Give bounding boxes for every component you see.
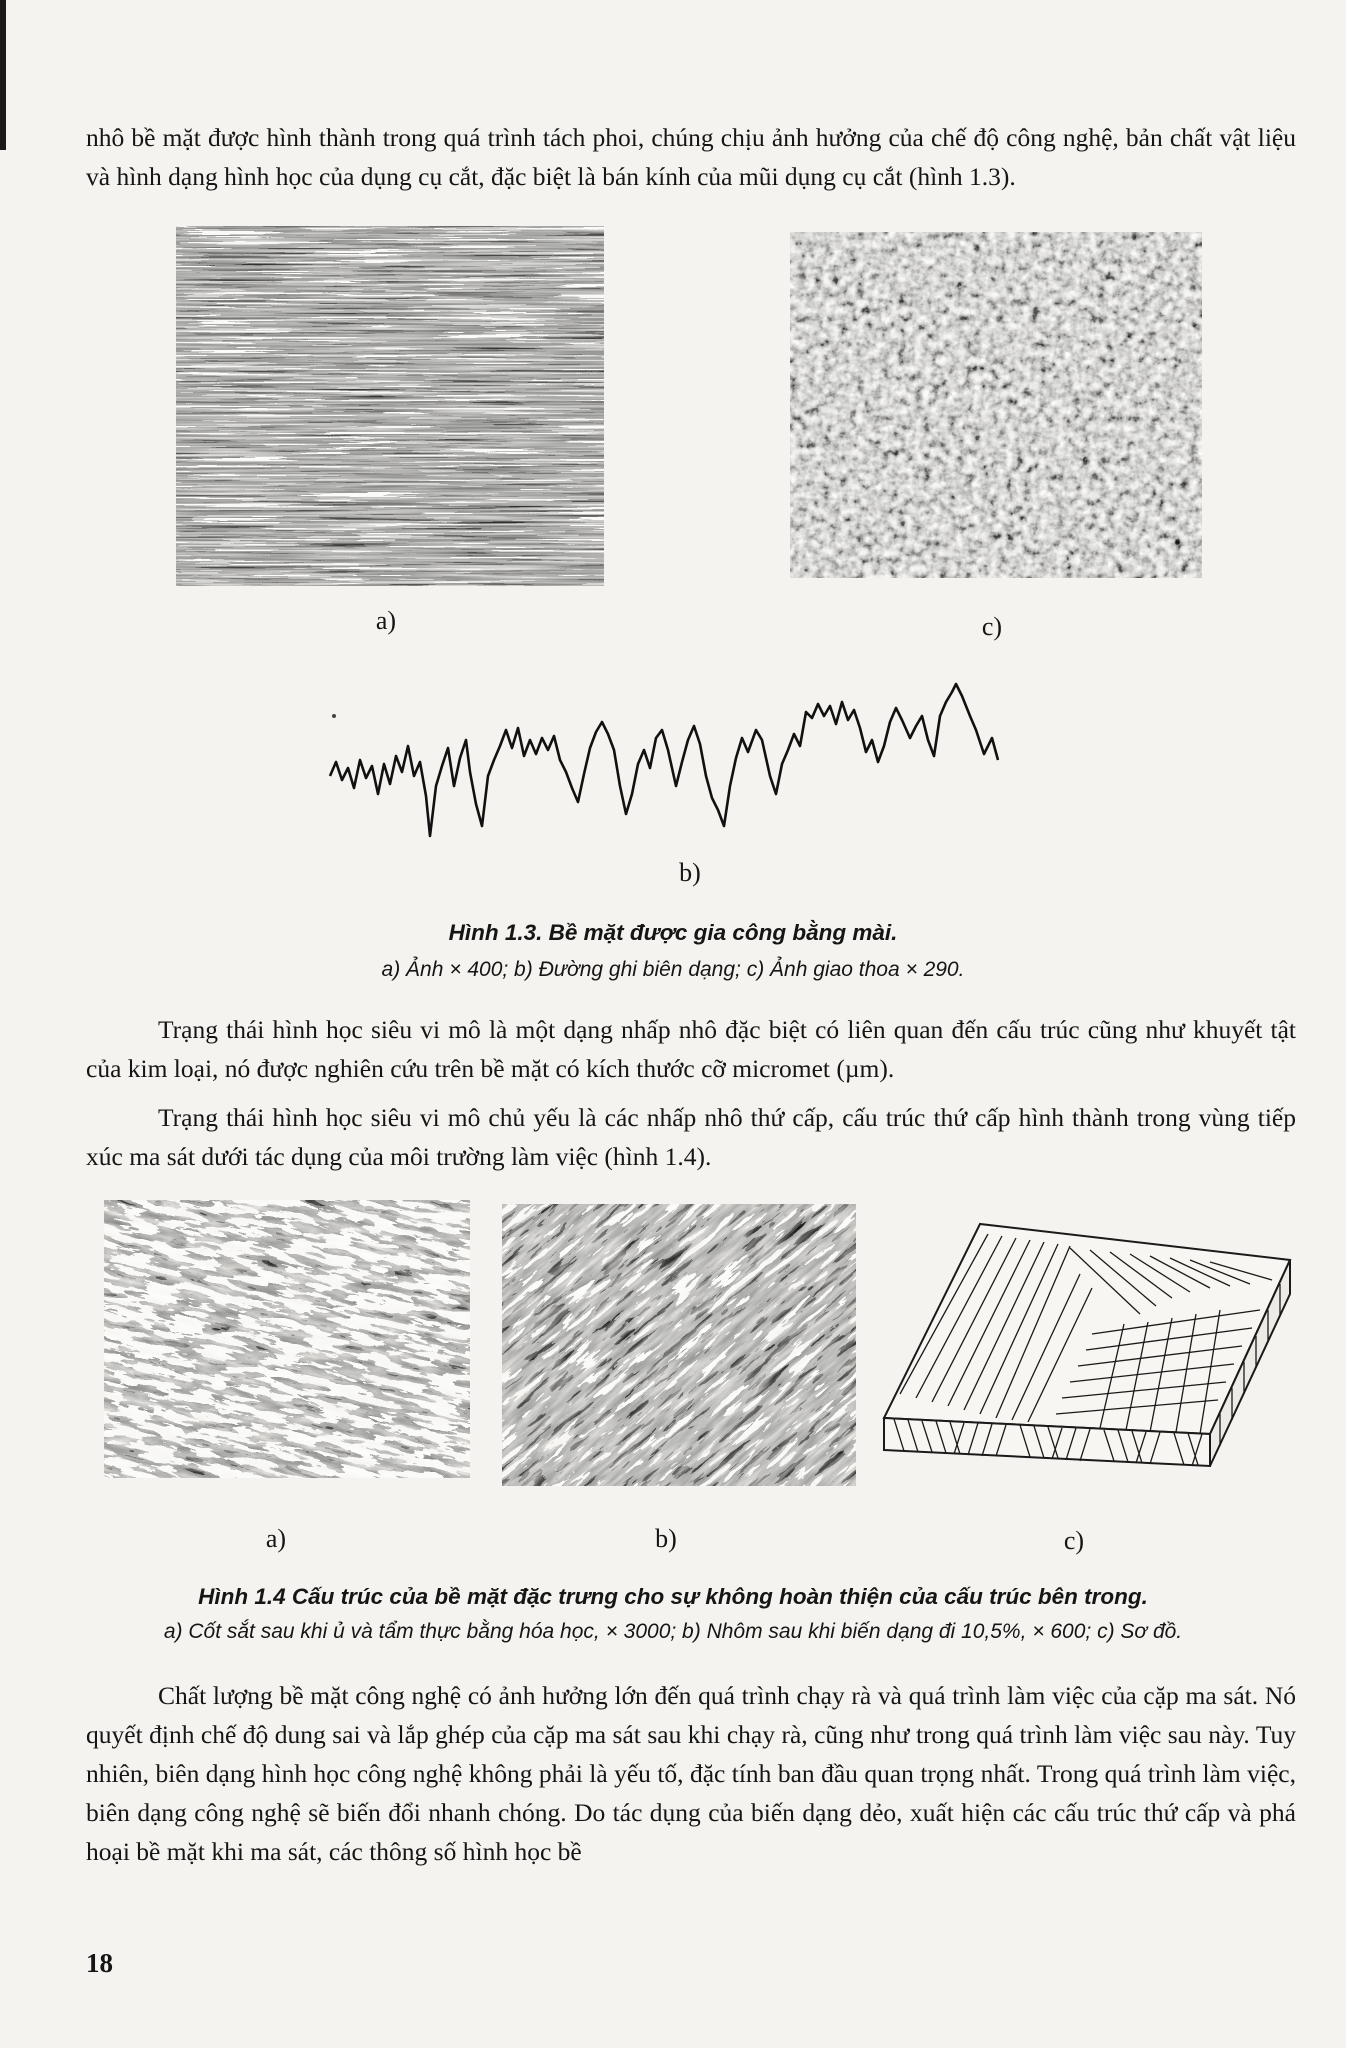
- figure-1-3-b-profile: [320, 676, 1060, 846]
- figure-1-3-c-image: [790, 232, 1202, 578]
- figure-1-3-caption-subtitle: a) Ảnh × 400; b) Đường ghi biên dạng; c) Ảnh giao thoa × 290.: [381, 958, 965, 981]
- figure-1-4-b-image: [502, 1204, 856, 1486]
- paragraph-4: Chất lượng bề mặt công nghệ có ảnh hưởng lớn đến quá trình chạy rà và quá trình làm việc của cặp ma sát. Nó quyết định chế độ dung sai và lắp ghép của cặp ma sát sau khi chạy rà, cũng như trong quá trình làm việc sau này. Tuy nhiên, biên dạng hình học công nghệ không phải là yếu tố, đặc tính ban đầu quan trọng nhất. Trong quá trình làm việc, biên dạng công nghệ sẽ biến đổi nhanh chóng. Do tác dụng của biến dạng dẻo, xuất hiện các cấu trúc thứ cấp và phá hoại bề mặt khi ma sát, các thông số hình học bề: [86, 1681, 1296, 1866]
- figure-1-3-label-a: a): [375, 606, 397, 635]
- figure-1-4-caption-subtitle: a) Cốt sắt sau khi ủ và tẩm thực bằng hóa học, × 3000; b) Nhôm sau khi biến dạng đi 10,5%, × 600; c) Sơ đồ.: [163, 1620, 1183, 1643]
- figure-1-4-caption-title: Hình 1.4 Cấu trúc của bề mặt đặc trưng cho sự không hoàn thiện của cấu trúc bên trong.: [198, 1584, 1148, 1609]
- paragraph-3: Trạng thái hình học siêu vi mô chủ yếu là các nhấp nhô thứ cấp, cấu trúc thứ cấp hình thành trong vùng tiếp xúc ma sát dưới tác dụng của môi trường làm việc (hình 1.4).: [86, 1103, 1296, 1171]
- figure-1-3-caption-title: Hình 1.3. Bề mặt được gia công bằng mài.: [448, 920, 898, 945]
- paragraph-1: nhô bề mặt được hình thành trong quá trình tách phoi, chúng chịu ảnh hưởng của chế độ công nghệ, bản chất vật liệu và hình dạng hình học của dụng cụ cắt, đặc biệt là bán kính của mũi dụng cụ cắt (hình 1.3).: [86, 123, 1296, 191]
- figure-1-4-a-image: [104, 1200, 470, 1478]
- figure-1-4-label-b: b): [655, 1524, 677, 1553]
- page-edge: [0, 0, 6, 150]
- figure-1-4-c-diagram: [880, 1214, 1296, 1472]
- figure-1-4-label-c: c): [1063, 1526, 1085, 1555]
- page-number: 18: [86, 1948, 113, 1978]
- figure-1-4-label-a: a): [265, 1524, 287, 1553]
- figure-1-3-label-b: b): [679, 858, 701, 887]
- paragraph-2: Trạng thái hình học siêu vi mô là một dạng nhấp nhô đặc biệt có liên quan đến cấu trúc cũng như khuyết tật của kim loại, nó được nghiên cứu trên bề mặt có kích thước cỡ micromet (µm).: [86, 1015, 1296, 1083]
- figure-1-3-a-image: [176, 226, 604, 586]
- figure-1-3-label-c: c): [981, 612, 1003, 641]
